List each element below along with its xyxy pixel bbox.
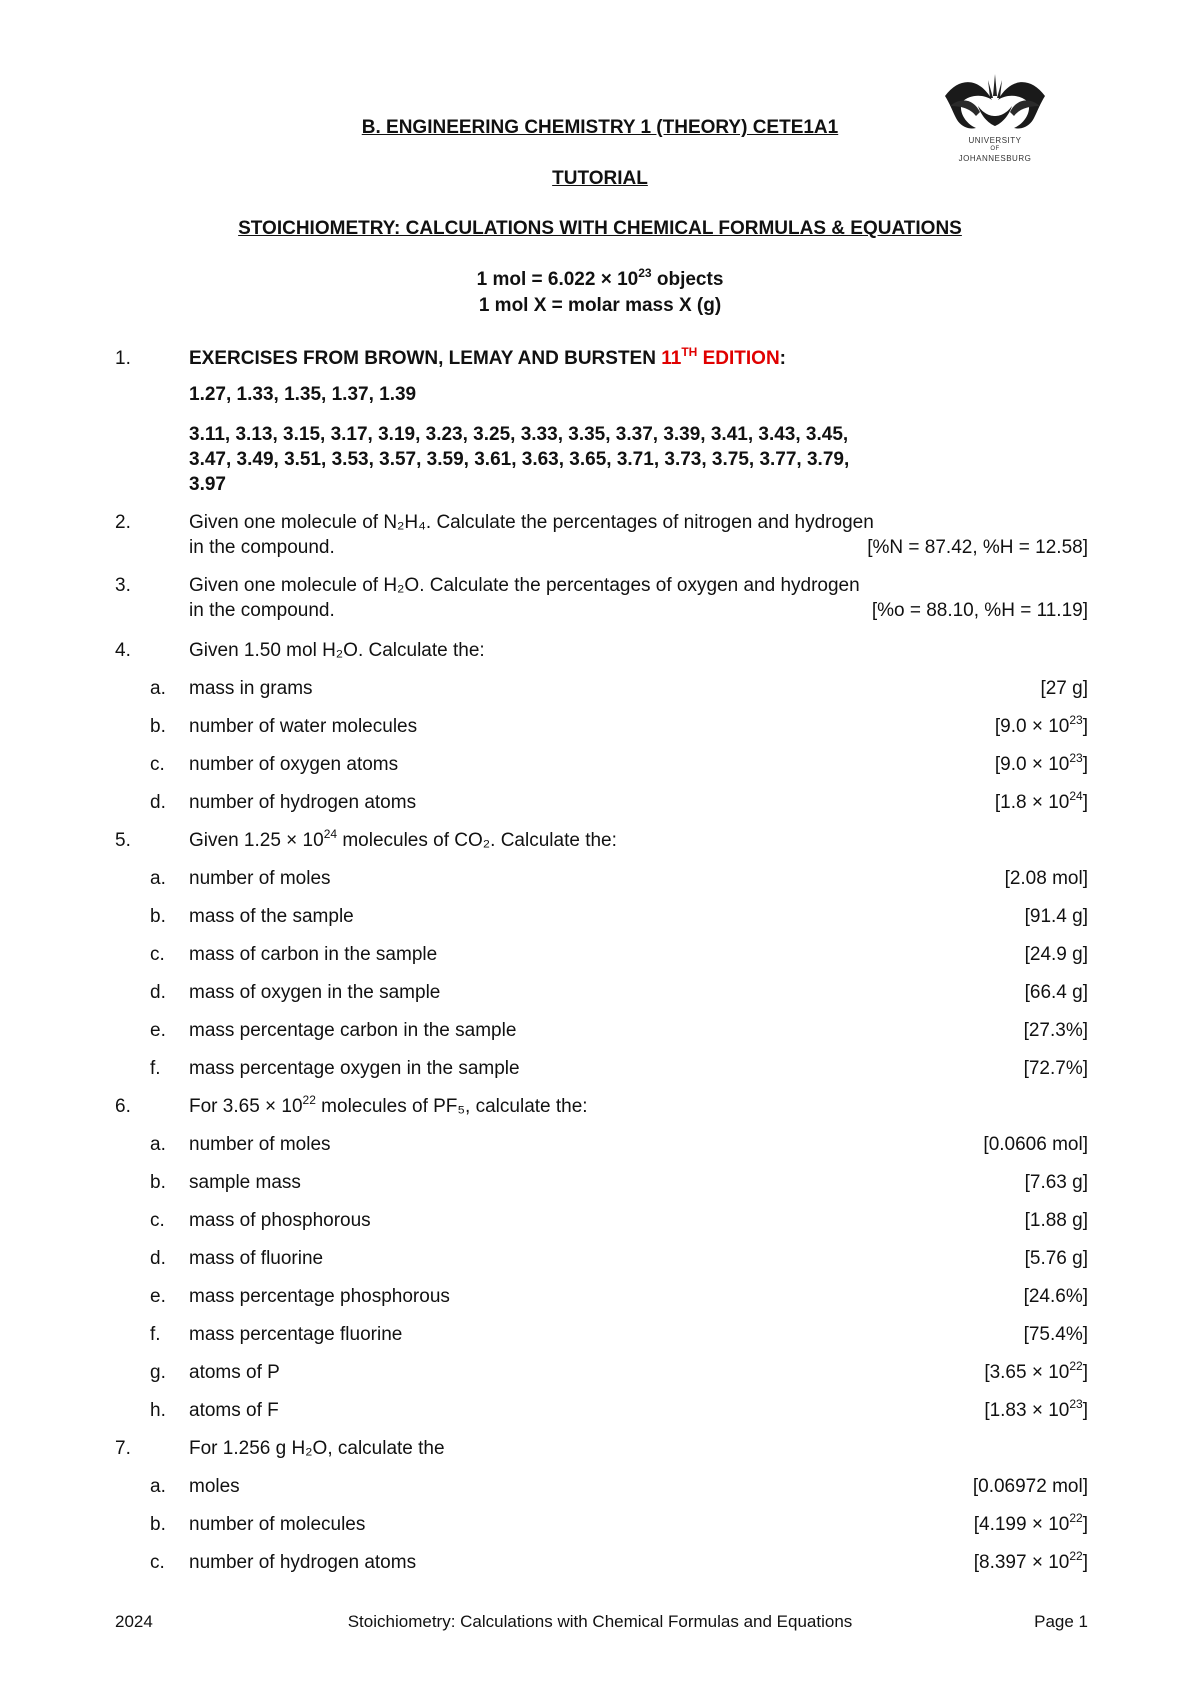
footer-title: Stoichiometry: Calculations with Chemical Formulas and Equations	[347, 1612, 853, 1631]
q6-item-letter: d.	[150, 1248, 166, 1269]
q4-item-text: number of water molecules	[189, 716, 418, 737]
answer-mantissa: [9.0 × 10	[994, 716, 1070, 737]
q1-colon: :	[779, 348, 786, 369]
q5-item-text: mass of the sample	[189, 906, 354, 927]
q5-item-text: mass percentage oxygen in the sample	[189, 1058, 520, 1079]
q6-item-text: atoms of P	[189, 1362, 280, 1383]
answer-exponent: 23	[1069, 713, 1083, 727]
q1-chapter3-line3: 3.97	[189, 474, 226, 495]
answer-mantissa: [8.397 × 10	[973, 1552, 1070, 1573]
q4-item-answer: [27 g]	[1040, 678, 1088, 699]
footer-page-number: Page 1	[1034, 1612, 1088, 1631]
q1-edition-number: 11	[661, 348, 682, 369]
q4-item-letter: d.	[150, 792, 166, 813]
q5-text-exponent: 24	[323, 827, 338, 841]
q7-item-answer: [0.06972 mol]	[972, 1476, 1088, 1497]
q6-item-text: atoms of F	[189, 1400, 279, 1421]
q6-item-letter: c.	[150, 1210, 165, 1231]
q4-item-letter: c.	[150, 754, 165, 775]
answer-close: ]	[1082, 1400, 1088, 1421]
q4-number: 4.	[115, 640, 131, 661]
q6-item-letter: h.	[150, 1400, 166, 1421]
formula-times: ×	[600, 269, 612, 290]
formula-line1-c: objects	[651, 269, 724, 290]
q7-item-letter: c.	[150, 1552, 165, 1573]
q2-line1: Given one molecule of N₂H₄. Calculate the percentages of nitrogen and hydrogen	[189, 512, 874, 533]
q7-item-letter: b.	[150, 1514, 166, 1535]
q4-item-text: number of hydrogen atoms	[189, 792, 417, 813]
q5-item-answer: [66.4 g]	[1024, 982, 1088, 1003]
q1-number: 1.	[115, 348, 131, 369]
q6-item-answer: [0.0606 mol]	[983, 1134, 1088, 1155]
q6-item-letter: a.	[150, 1134, 166, 1155]
answer-mantissa: [3.65 × 10	[984, 1362, 1070, 1383]
q1-edition	[661, 345, 780, 369]
q1-heading-text: EXERCISES FROM BROWN, LEMAY AND BURSTEN	[189, 348, 662, 369]
q5-item-text: number of moles	[189, 868, 331, 889]
q7-text: For 1.256 g H₂O, calculate the	[189, 1438, 445, 1459]
answer-mantissa: [4.199 × 10	[973, 1514, 1070, 1535]
q1-edition-word: EDITION	[697, 348, 780, 369]
logo-text-of: OF	[990, 146, 1000, 152]
q5-item-letter: c.	[150, 944, 165, 965]
q6-item-answer: [75.4%]	[1023, 1324, 1088, 1345]
q6-item-answer: [7.63 g]	[1024, 1172, 1088, 1193]
document-topic: STOICHIOMETRY: CALCULATIONS WITH CHEMICAL FORMULAS & EQUATIONS	[238, 218, 962, 239]
answer-exponent: 22	[1069, 1549, 1083, 1563]
answer-close: ]	[1082, 1514, 1088, 1535]
q6-item-answer	[984, 1359, 1088, 1384]
answer-exponent: 22	[1069, 1511, 1083, 1525]
answer-mantissa: [9.0 × 10	[994, 754, 1070, 775]
q6-item-answer: [5.76 g]	[1024, 1248, 1088, 1269]
q6-item-text: mass of fluorine	[189, 1248, 324, 1269]
q3-line1: Given one molecule of H₂O. Calculate the percentages of oxygen and hydrogen	[189, 575, 860, 596]
formula-molar-mass: 1 mol X = molar mass X (g)	[478, 295, 722, 316]
q1-heading	[189, 345, 786, 370]
answer-exponent: 24	[1069, 789, 1083, 803]
q5-item-answer: [24.9 g]	[1024, 944, 1088, 965]
q5-text-a: Given 1.25 × 10	[189, 830, 324, 851]
q5-item-answer: [2.08 mol]	[1004, 868, 1088, 889]
formula-line1-b: 10	[611, 269, 639, 290]
q3-line2: in the compound.	[189, 600, 335, 621]
q6-text-b: molecules of PF₅, calculate the:	[315, 1096, 588, 1117]
q5-item-letter: d.	[150, 982, 166, 1003]
q4-item-text: number of oxygen atoms	[189, 754, 399, 775]
q4-item-answer	[994, 713, 1088, 738]
footer-year: 2024	[115, 1612, 153, 1631]
q6-item-text: mass percentage fluorine	[189, 1324, 403, 1345]
q5-item-letter: b.	[150, 906, 166, 927]
q6-item-letter: g.	[150, 1362, 166, 1383]
formula-line1-a: 1 mol = 6.022	[476, 269, 601, 290]
q3-number: 3.	[115, 575, 131, 596]
q5-item-answer: [72.7%]	[1023, 1058, 1088, 1079]
q5-item-letter: a.	[150, 868, 166, 889]
q4-item-answer	[994, 789, 1088, 814]
answer-exponent: 23	[1069, 1397, 1083, 1411]
q7-item-text: moles	[189, 1476, 240, 1497]
q7-item-text: number of hydrogen atoms	[189, 1552, 417, 1573]
q1-chapter3-line1: 3.11, 3.13, 3.15, 3.17, 3.19, 3.23, 3.25, 3.33, 3.35, 3.37, 3.39, 3.41, 3.43, 3.45,	[189, 424, 849, 445]
q7-item-letter: a.	[150, 1476, 166, 1497]
q6-number: 6.	[115, 1096, 131, 1117]
q5-item-answer: [91.4 g]	[1024, 906, 1088, 927]
q5-item-text: mass of oxygen in the sample	[189, 982, 441, 1003]
q5-item-text: mass percentage carbon in the sample	[189, 1020, 517, 1041]
q5-text	[189, 827, 617, 852]
q1-chapter3-line2: 3.47, 3.49, 3.51, 3.53, 3.57, 3.59, 3.61, 3.63, 3.65, 3.71, 3.73, 3.75, 3.77, 3.79,	[189, 449, 850, 470]
q6-text	[189, 1093, 588, 1118]
q2-line2: in the compound.	[189, 537, 335, 558]
q6-item-letter: f.	[150, 1324, 161, 1345]
formula-mol-objects	[0, 266, 1200, 291]
document-subtitle: TUTORIAL	[552, 168, 648, 189]
q4-text: Given 1.50 mol H₂O. Calculate the:	[189, 640, 485, 661]
answer-mantissa: [1.8 × 10	[994, 792, 1070, 813]
q4-item-letter: b.	[150, 716, 166, 737]
answer-close: ]	[1082, 754, 1088, 775]
q7-item-answer	[973, 1511, 1088, 1536]
q6-item-text: mass of phosphorous	[189, 1210, 371, 1231]
logo-text-university: UNIVERSITY	[968, 136, 1022, 145]
q6-item-answer: [1.88 g]	[1024, 1210, 1088, 1231]
q5-item-letter: f.	[150, 1058, 161, 1079]
q7-number: 7.	[115, 1438, 131, 1459]
answer-close: ]	[1082, 1362, 1088, 1383]
answer-mantissa: [1.83 × 10	[984, 1400, 1070, 1421]
q6-item-text: sample mass	[189, 1172, 301, 1193]
answer-close: ]	[1082, 716, 1088, 737]
q4-item-answer	[994, 751, 1088, 776]
q5-number: 5.	[115, 830, 131, 851]
q4-item-text: mass in grams	[189, 678, 313, 699]
q2-number: 2.	[115, 512, 131, 533]
q7-item-answer	[973, 1549, 1088, 1574]
q1-edition-sup: TH	[681, 345, 698, 359]
answer-exponent: 22	[1069, 1359, 1083, 1373]
q5-item-text: mass of carbon in the sample	[189, 944, 438, 965]
q5-item-answer: [27.3%]	[1023, 1020, 1088, 1041]
q4-item-letter: a.	[150, 678, 166, 699]
answer-close: ]	[1082, 792, 1088, 813]
q6-text-a: For 3.65 × 10	[189, 1096, 303, 1117]
q2-answer: [%N = 87.42, %H = 12.58]	[867, 537, 1088, 558]
q6-item-letter: e.	[150, 1286, 166, 1307]
document-title: B. ENGINEERING CHEMISTRY 1 (THEORY) CETE1A1	[361, 117, 839, 138]
q6-item-letter: b.	[150, 1172, 166, 1193]
q5-item-letter: e.	[150, 1020, 166, 1041]
q1-chapter1-exercises: 1.27, 1.33, 1.35, 1.37, 1.39	[189, 384, 417, 405]
q3-answer: [%o = 88.10, %H = 11.19]	[871, 600, 1088, 621]
q6-item-answer: [24.6%]	[1023, 1286, 1088, 1307]
q5-text-b: molecules of CO₂. Calculate the:	[337, 830, 617, 851]
answer-exponent: 23	[1069, 751, 1083, 765]
q6-item-text: mass percentage phosphorous	[189, 1286, 450, 1307]
answer-close: ]	[1082, 1552, 1088, 1573]
q7-item-text: number of molecules	[189, 1514, 366, 1535]
q6-text-exponent: 22	[302, 1093, 316, 1107]
q6-item-text: number of moles	[189, 1134, 331, 1155]
logo-text-johannesburg: JOHANNESBURG	[958, 154, 1032, 163]
formula-exponent: 23	[638, 266, 652, 280]
q6-item-answer	[984, 1397, 1088, 1422]
